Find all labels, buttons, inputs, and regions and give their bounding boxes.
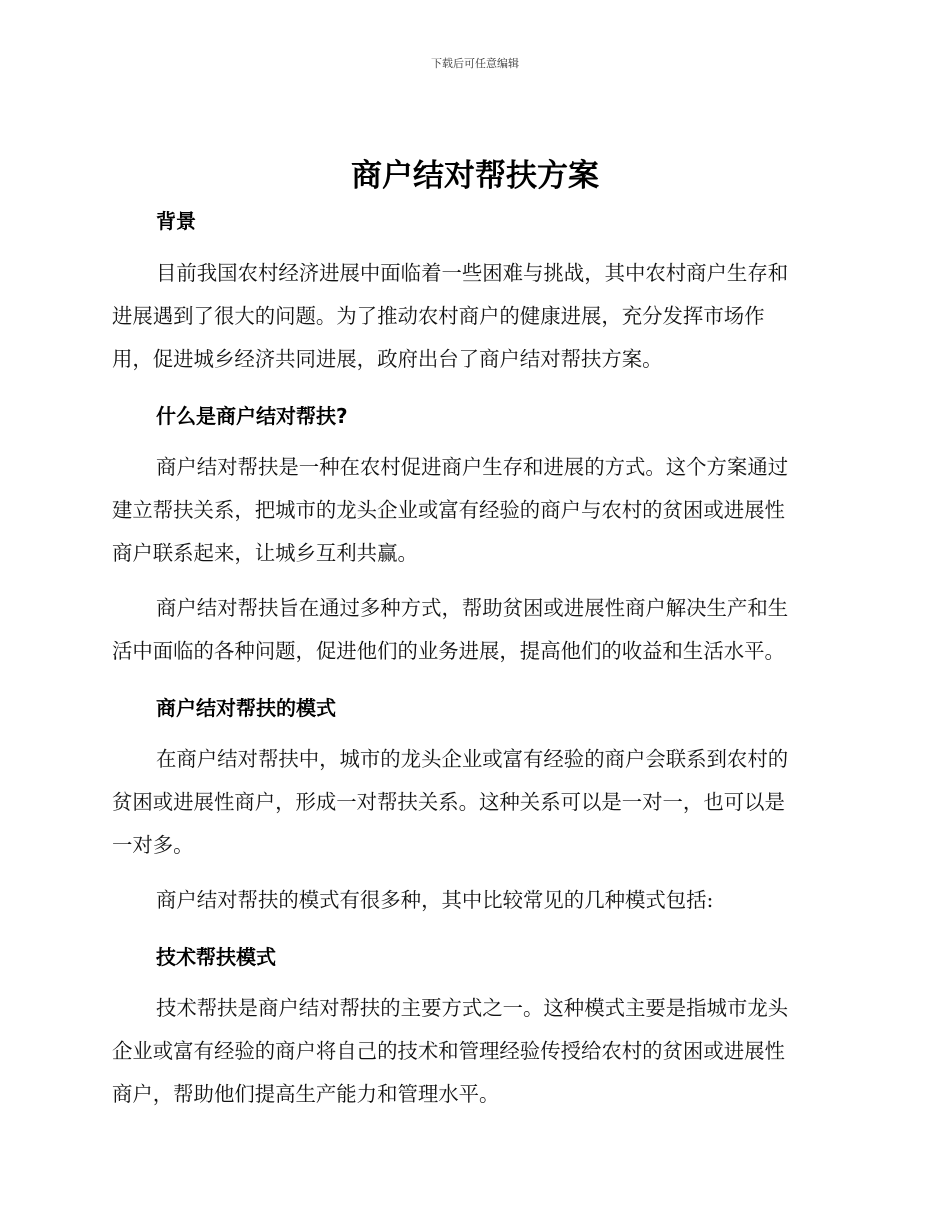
- section-heading-mode: 商户结对帮扶的模式: [156, 696, 336, 720]
- paragraph-what-is-2: 商户结对帮扶旨在通过多种方式，帮助贫困或进展性商户解决生产和生 活中面临的各种问题，促进他们的业务进展，提高他们的收益和生活水平。: [112, 596, 789, 663]
- header-note: 下载后可任意编辑: [431, 57, 519, 70]
- paragraph-mode-1: 在商户结对帮扶中，城市的龙头企业或富有经验的商户会联系到农村的 贫困或进展性商户，形成一对帮扶关系。这种关系可以是一对一，也可以是 一对多。: [112, 747, 789, 857]
- document-title: 商户结对帮扶方案: [351, 158, 599, 194]
- section-heading-what-is: 什么是商户结对帮扶?: [156, 404, 348, 428]
- paragraph-background: 目前我国农村经济进展中面临着一些困难与挑战，其中农村商户生存和 进展遇到了很大的问题。为了推动农村商户的健康进展，充分发挥市场作 用，促进城乡经济共同进展，政府出台了商户结对帮扶方案。: [112, 261, 789, 371]
- paragraph-what-is-1: 商户结对帮扶是一种在农村促进商户生存和进展的方式。这个方案通过 建立帮扶关系，把城市的龙头企业或富有经验的商户与农村的贫困或进展性 商户联系起来，让城乡互利共赢。: [112, 455, 789, 565]
- section-heading-tech: 技术帮扶模式: [156, 945, 276, 969]
- paragraph-mode-2: 商户结对帮扶的模式有很多种，其中比较常见的几种模式包括:: [156, 888, 714, 912]
- paragraph-tech: 技术帮扶是商户结对帮扶的主要方式之一。这种模式主要是指城市龙头 企业或富有经验的商户将自己的技术和管理经验传授给农村的贫困或进展性 商户，帮助他们提高生产能力和管理水平。: [112, 996, 789, 1106]
- section-heading-background: 背景: [156, 209, 196, 233]
